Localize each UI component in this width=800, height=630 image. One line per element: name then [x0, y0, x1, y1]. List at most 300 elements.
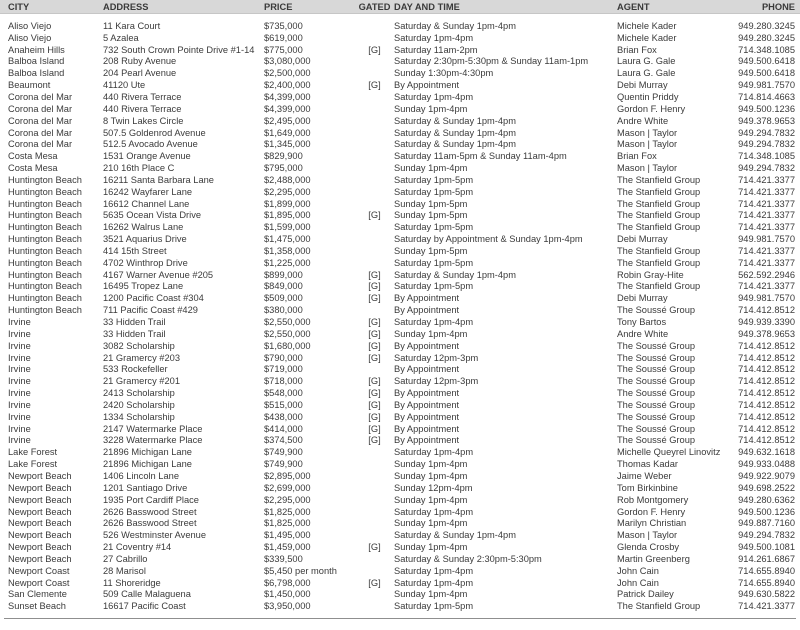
day-and-time-cell: Sunday 1pm-4pm — [394, 494, 468, 505]
phone-cell: 714.421.3377 — [738, 174, 795, 185]
phone-cell: 714.412.8512 — [738, 364, 795, 375]
city-cell: Aliso Viejo — [8, 32, 52, 43]
price-cell: $414,000 — [264, 423, 303, 434]
day-and-time-cell: Sunday 1pm-4pm — [394, 328, 468, 339]
city-cell: Huntington Beach — [8, 269, 82, 280]
price-cell: $1,825,000 — [264, 518, 311, 529]
day-and-time-cell: Saturday 1pm-4pm — [394, 32, 474, 43]
address-cell: 204 Pearl Avenue — [103, 68, 177, 79]
city-cell: Irvine — [8, 423, 31, 434]
price-cell: $735,000 — [264, 20, 303, 31]
phone-cell: 949.500.1236 — [738, 506, 795, 517]
phone-cell: 949.500.6418 — [738, 56, 795, 67]
address-cell: 512.5 Avocado Avenue — [103, 139, 198, 150]
address-cell: 16617 Pacific Coast — [103, 601, 186, 612]
phone-cell: 714.348.1085 — [738, 151, 795, 162]
day-and-time-cell: Sunday 1pm-4pm — [394, 470, 468, 481]
agent-cell: Andre White — [617, 328, 669, 339]
price-cell: $1,495,000 — [264, 530, 311, 541]
price-cell: $2,495,000 — [264, 115, 311, 126]
price-cell: $718,000 — [264, 376, 303, 387]
city-cell: Huntington Beach — [8, 281, 82, 292]
address-cell: 21896 Michigan Lane — [103, 447, 192, 458]
day-and-time-cell: Saturday & Sunday 1pm-4pm — [394, 139, 516, 150]
agent-cell: Thomas Kadar — [617, 459, 678, 470]
phone-cell: 714.412.8512 — [738, 399, 795, 410]
address-cell: 11 Shoreridge — [103, 577, 161, 588]
address-cell: 27 Cabrillo — [103, 553, 148, 564]
address-cell: 41120 Ute — [103, 80, 146, 91]
address-cell: 3228 Watermarke Place — [103, 435, 203, 446]
day-and-time-cell: Saturday & Sunday 1pm-4pm — [394, 115, 516, 126]
phone-cell: 949.294.7832 — [738, 139, 795, 150]
address-cell: 208 Ruby Avenue — [103, 56, 177, 67]
city-cell: Huntington Beach — [8, 198, 82, 209]
table-row — [0, 269, 800, 281]
table-row — [0, 458, 800, 470]
price-cell: $2,550,000 — [264, 328, 311, 339]
city-cell: Irvine — [8, 328, 31, 339]
day-and-time-cell: By Appointment — [394, 423, 460, 434]
phone-cell: 949.981.7570 — [738, 80, 795, 91]
city-cell: Newport Beach — [8, 553, 72, 564]
table-row — [0, 210, 800, 222]
price-cell: $1,358,000 — [264, 245, 311, 256]
price-cell: $380,000 — [264, 305, 303, 316]
city-cell: Lake Forest — [8, 459, 58, 470]
day-and-time-cell: Saturday 1pm-5pm — [394, 281, 474, 292]
phone-cell: 714.421.3377 — [738, 210, 795, 221]
address-cell: 21 Coventry #14 — [103, 542, 172, 553]
price-cell: $1,895,000 — [264, 210, 311, 221]
address-cell: 5635 Ocean Vista Drive — [103, 210, 202, 221]
agent-cell: Gordon F. Henry — [617, 103, 686, 114]
agent-cell: The Soussé Group — [617, 305, 696, 316]
price-cell: $719,000 — [264, 364, 303, 375]
address-cell: 3521 Aquarius Drive — [103, 234, 187, 245]
agent-cell: John Cain — [617, 577, 659, 588]
day-and-time-cell: Sunday 1pm-4pm — [394, 459, 468, 470]
gated-flag-cell: [G] — [368, 44, 381, 55]
city-cell: Huntington Beach — [8, 293, 82, 304]
agent-cell: The Stanfield Group — [617, 174, 701, 185]
phone-cell: 714.348.1085 — [738, 44, 795, 55]
table-row — [0, 506, 800, 518]
phone-cell: 949.939.3390 — [738, 317, 795, 328]
city-cell: Newport Beach — [8, 470, 72, 481]
agent-cell: The Soussé Group — [617, 411, 696, 422]
phone-cell: 714.412.8512 — [738, 388, 795, 399]
address-cell: 1935 Port Cardiff Place — [103, 494, 199, 505]
table-row — [0, 411, 800, 423]
table-row — [0, 435, 800, 447]
column-header-gated: GATED — [358, 1, 391, 12]
address-cell: 2626 Basswood Street — [103, 506, 197, 517]
agent-cell: Robin Gray-Hite — [617, 269, 684, 280]
table-row — [0, 529, 800, 541]
city-cell: Newport Beach — [8, 530, 72, 541]
gated-flag-cell: [G] — [368, 328, 381, 339]
agent-cell: Debi Murray — [617, 234, 668, 245]
day-and-time-cell: By Appointment — [394, 305, 460, 316]
agent-cell: Tony Bartos — [617, 317, 667, 328]
agent-cell: Debi Murray — [617, 80, 668, 91]
gated-flag-cell: [G] — [368, 210, 381, 221]
table-row — [0, 292, 800, 304]
day-and-time-cell: Sunday 1pm-4pm — [394, 518, 468, 529]
day-and-time-cell: Saturday & Sunday 1pm-4pm — [394, 20, 516, 31]
agent-cell: Mason | Taylor — [617, 163, 678, 174]
address-cell: 4702 Winthrop Drive — [103, 257, 188, 268]
day-and-time-cell: By Appointment — [394, 411, 460, 422]
price-cell: $2,699,000 — [264, 482, 311, 493]
address-cell: 1334 Scholarship — [103, 411, 175, 422]
day-and-time-cell: By Appointment — [394, 293, 460, 304]
agent-cell: The Soussé Group — [617, 352, 696, 363]
gated-flag-cell: [G] — [368, 340, 381, 351]
table-row — [0, 56, 800, 68]
price-cell: $849,000 — [264, 281, 303, 292]
price-cell: $2,488,000 — [264, 174, 311, 185]
phone-cell: 949.500.1081 — [738, 542, 795, 553]
city-cell: Newport Beach — [8, 542, 72, 553]
gated-flag-cell: [G] — [368, 577, 381, 588]
table-row — [0, 245, 800, 257]
agent-cell: Rob Montgomery — [617, 494, 689, 505]
city-cell: Newport Beach — [8, 506, 72, 517]
column-header-agent: AGENT — [617, 1, 650, 12]
table-row — [0, 375, 800, 387]
day-and-time-cell: Saturday 2:30pm-5:30pm & Sunday 11am-1pm — [394, 56, 589, 67]
agent-cell: The Stanfield Group — [617, 281, 701, 292]
day-and-time-cell: Saturday 11am-5pm & Sunday 11am-4pm — [394, 151, 567, 162]
agent-cell: Mason | Taylor — [617, 127, 678, 138]
city-cell: Irvine — [8, 411, 31, 422]
agent-cell: The Soussé Group — [617, 340, 696, 351]
day-and-time-cell: Saturday 1pm-5pm — [394, 174, 474, 185]
phone-cell: 949.294.7832 — [738, 163, 795, 174]
table-row — [0, 138, 800, 150]
price-cell: $4,399,000 — [264, 91, 311, 102]
agent-cell: The Stanfield Group — [617, 257, 701, 268]
agent-cell: John Cain — [617, 565, 659, 576]
city-cell: Irvine — [8, 340, 31, 351]
address-cell: 440 Rivera Terrace — [103, 103, 182, 114]
city-cell: Sunset Beach — [8, 601, 66, 612]
table-row — [0, 517, 800, 529]
address-cell: 33 Hidden Trail — [103, 328, 166, 339]
address-cell: 16242 Wayfarer Lane — [103, 186, 193, 197]
city-cell: Corona del Mar — [8, 127, 73, 138]
bottom-rule — [4, 618, 796, 619]
city-cell: Newport Beach — [8, 518, 72, 529]
address-cell: 21 Gramercy #203 — [103, 352, 180, 363]
price-cell: $1,475,000 — [264, 234, 311, 245]
address-cell: 21896 Michigan Lane — [103, 459, 192, 470]
day-and-time-cell: By Appointment — [394, 399, 460, 410]
day-and-time-cell: Saturday 1pm-4pm — [394, 577, 474, 588]
phone-cell: 949.630.5822 — [738, 589, 795, 600]
gated-flag-cell: [G] — [368, 269, 381, 280]
day-and-time-cell: Saturday & Sunday 2:30pm-5:30pm — [394, 553, 542, 564]
phone-cell: 949.294.7832 — [738, 530, 795, 541]
agent-cell: Michelle Queyrel Linovitz — [617, 447, 721, 458]
address-cell: 11 Kara Court — [103, 20, 161, 31]
table-row — [0, 340, 800, 352]
table-row — [0, 20, 800, 32]
day-and-time-cell: By Appointment — [394, 388, 460, 399]
phone-cell: 714.412.8512 — [738, 376, 795, 387]
table-row — [0, 541, 800, 553]
agent-cell: Glenda Crosby — [617, 542, 680, 553]
address-cell: 16262 Walrus Lane — [103, 222, 184, 233]
price-cell: $2,295,000 — [264, 186, 311, 197]
city-cell: Newport Beach — [8, 494, 72, 505]
agent-cell: Michele Kader — [617, 32, 677, 43]
table-row — [0, 44, 800, 56]
table-row — [0, 600, 800, 612]
city-cell: Beaumont — [8, 80, 51, 91]
city-cell: Huntington Beach — [8, 222, 82, 233]
city-cell: Aliso Viejo — [8, 20, 52, 31]
agent-cell: Marilyn Christian — [617, 518, 687, 529]
phone-cell: 714.421.3377 — [738, 257, 795, 268]
table-row — [0, 186, 800, 198]
phone-cell: 562.592.2946 — [738, 269, 795, 280]
city-cell: Lake Forest — [8, 447, 58, 458]
table-row — [0, 115, 800, 127]
table-row — [0, 304, 800, 316]
day-and-time-cell: Saturday 1pm-5pm — [394, 222, 474, 233]
day-and-time-cell: Saturday 1pm-4pm — [394, 317, 474, 328]
agent-cell: Gordon F. Henry — [617, 506, 686, 517]
table-row — [0, 150, 800, 162]
price-cell: $1,225,000 — [264, 257, 311, 268]
price-cell: $1,599,000 — [264, 222, 311, 233]
address-cell: 1406 Lincoln Lane — [103, 470, 179, 481]
city-cell: Balboa Island — [8, 56, 65, 67]
city-cell: Anaheim Hills — [8, 44, 65, 55]
phone-cell: 949.933.0488 — [738, 459, 795, 470]
agent-cell: The Soussé Group — [617, 435, 696, 446]
phone-cell: 949.632.1618 — [738, 447, 795, 458]
column-header-price: PRICE — [264, 1, 293, 12]
table-row — [0, 257, 800, 269]
price-cell: $5,450 per month — [264, 565, 337, 576]
day-and-time-cell: Sunday 1pm-5pm — [394, 198, 468, 209]
day-and-time-cell: Sunday 1:30pm-4:30pm — [394, 68, 494, 79]
price-cell: $829,900 — [264, 151, 303, 162]
day-and-time-cell: Saturday 12pm-3pm — [394, 376, 479, 387]
address-cell: 2626 Basswood Street — [103, 518, 197, 529]
agent-cell: Mason | Taylor — [617, 139, 678, 150]
city-cell: Huntington Beach — [8, 245, 82, 256]
address-cell: 732 South Crown Pointe Drive #1-14 — [103, 44, 255, 55]
address-cell: 33 Hidden Trail — [103, 317, 166, 328]
table-row — [0, 233, 800, 245]
phone-cell: 949.280.6362 — [738, 494, 795, 505]
table-row — [0, 221, 800, 233]
gated-flag-cell: [G] — [368, 388, 381, 399]
column-header-address: ADDRESS — [103, 1, 149, 12]
table-row — [0, 91, 800, 103]
city-cell: Huntington Beach — [8, 210, 82, 221]
agent-cell: The Stanfield Group — [617, 186, 701, 197]
table-row — [0, 174, 800, 186]
city-cell: Irvine — [8, 352, 31, 363]
address-cell: 414 15th Street — [103, 245, 167, 256]
phone-cell: 714.421.3377 — [738, 198, 795, 209]
city-cell: Irvine — [8, 399, 31, 410]
price-cell: $790,000 — [264, 352, 303, 363]
column-header-city: CITY — [8, 1, 30, 12]
day-and-time-cell: By Appointment — [394, 340, 460, 351]
price-cell: $795,000 — [264, 163, 303, 174]
table-row — [0, 32, 800, 44]
gated-flag-cell: [G] — [368, 281, 381, 292]
gated-flag-cell: [G] — [368, 80, 381, 91]
day-and-time-cell: Saturday & Sunday 1pm-4pm — [394, 530, 516, 541]
address-cell: 5 Azalea — [103, 32, 139, 43]
gated-flag-cell: [G] — [368, 376, 381, 387]
city-cell: Newport Coast — [8, 565, 70, 576]
day-and-time-cell: Saturday 1pm-5pm — [394, 186, 474, 197]
price-cell: $1,450,000 — [264, 589, 311, 600]
phone-cell: 949.981.7570 — [738, 234, 795, 245]
table-row — [0, 67, 800, 79]
phone-cell: 949.378.9653 — [738, 115, 795, 126]
day-and-time-cell: Saturday & Sunday 1pm-4pm — [394, 269, 516, 280]
table-row — [0, 446, 800, 458]
agent-cell: The Soussé Group — [617, 376, 696, 387]
phone-cell: 714.421.3377 — [738, 186, 795, 197]
agent-cell: Quentin Priddy — [617, 91, 679, 102]
price-cell: $4,399,000 — [264, 103, 311, 114]
price-cell: $3,080,000 — [264, 56, 311, 67]
gated-flag-cell: [G] — [368, 352, 381, 363]
address-cell: 440 Rivera Terrace — [103, 91, 182, 102]
city-cell: Huntington Beach — [8, 257, 82, 268]
phone-cell: 714.421.3377 — [738, 281, 795, 292]
address-cell: 210 16th Place C — [103, 163, 175, 174]
agent-cell: Brian Fox — [617, 44, 657, 55]
day-and-time-cell: Sunday 1pm-5pm — [394, 210, 468, 221]
city-cell: Irvine — [8, 376, 31, 387]
table-row — [0, 281, 800, 293]
day-and-time-cell: Saturday by Appointment & Sunday 1pm-4pm — [394, 234, 583, 245]
column-header-phone: PHONE — [761, 1, 795, 12]
phone-cell: 949.698.2522 — [738, 482, 795, 493]
phone-cell: 714.814.4663 — [738, 91, 795, 102]
day-and-time-cell: Saturday 1pm-5pm — [394, 257, 474, 268]
price-cell: $1,825,000 — [264, 506, 311, 517]
phone-cell: 949.922.9079 — [738, 470, 795, 481]
agent-cell: Brian Fox — [617, 151, 657, 162]
table-row — [0, 328, 800, 340]
day-and-time-cell: By Appointment — [394, 80, 460, 91]
address-cell: 2420 Scholarship — [103, 399, 175, 410]
price-cell: $2,895,000 — [264, 470, 311, 481]
city-cell: Corona del Mar — [8, 103, 73, 114]
price-cell: $775,000 — [264, 44, 303, 55]
phone-cell: 714.412.8512 — [738, 305, 795, 316]
agent-cell: Mason | Taylor — [617, 530, 678, 541]
price-cell: $1,649,000 — [264, 127, 311, 138]
agent-cell: Jaime Weber — [617, 470, 672, 481]
city-cell: Corona del Mar — [8, 115, 73, 126]
agent-cell: Michele Kader — [617, 20, 677, 31]
city-cell: Huntington Beach — [8, 305, 82, 316]
address-cell: 28 Marisol — [103, 565, 146, 576]
city-cell: San Clemente — [8, 589, 67, 600]
price-cell: $3,950,000 — [264, 601, 311, 612]
phone-cell: 914.261.6867 — [738, 553, 795, 564]
table-row — [0, 470, 800, 482]
phone-cell: 714.412.8512 — [738, 340, 795, 351]
agent-cell: The Soussé Group — [617, 399, 696, 410]
table-row — [0, 399, 800, 411]
phone-cell: 949.280.3245 — [738, 32, 795, 43]
day-and-time-cell: Sunday 1pm-4pm — [394, 542, 468, 553]
table-row — [0, 589, 800, 601]
agent-cell: The Stanfield Group — [617, 210, 701, 221]
address-cell: 1201 Santiago Drive — [103, 482, 188, 493]
price-cell: $509,000 — [264, 293, 303, 304]
gated-flag-cell: [G] — [368, 411, 381, 422]
phone-cell: 714.655.8940 — [738, 565, 795, 576]
phone-cell: 714.655.8940 — [738, 577, 795, 588]
day-and-time-cell: Sunday 12pm-4pm — [394, 482, 473, 493]
phone-cell: 949.500.1236 — [738, 103, 795, 114]
city-cell: Irvine — [8, 364, 31, 375]
price-cell: $899,000 — [264, 269, 303, 280]
price-cell: $1,680,000 — [264, 340, 311, 351]
table-row — [0, 352, 800, 364]
day-and-time-cell: Sunday 1pm-5pm — [394, 245, 468, 256]
phone-cell: 714.421.3377 — [738, 222, 795, 233]
gated-flag-cell: [G] — [368, 293, 381, 304]
phone-cell: 714.412.8512 — [738, 411, 795, 422]
phone-cell: 714.412.8512 — [738, 423, 795, 434]
city-cell: Irvine — [8, 317, 31, 328]
table-row — [0, 482, 800, 494]
agent-cell: The Stanfield Group — [617, 198, 701, 209]
table-row — [0, 494, 800, 506]
gated-flag-cell: [G] — [368, 399, 381, 410]
table-row — [0, 127, 800, 139]
price-cell: $548,000 — [264, 388, 303, 399]
phone-cell: 714.412.8512 — [738, 352, 795, 363]
day-and-time-cell: By Appointment — [394, 435, 460, 446]
price-cell: $1,459,000 — [264, 542, 311, 553]
price-cell: $339,500 — [264, 553, 303, 564]
price-cell: $515,000 — [264, 399, 303, 410]
price-cell: $374,500 — [264, 435, 303, 446]
address-cell: 526 Westminster Avenue — [103, 530, 207, 541]
agent-cell: Debi Murray — [617, 293, 668, 304]
phone-cell: 949.981.7570 — [738, 293, 795, 304]
table-row — [0, 103, 800, 115]
city-cell: Corona del Mar — [8, 91, 73, 102]
address-cell: 509 Calle Malaguena — [103, 589, 191, 600]
agent-cell: The Stanfield Group — [617, 245, 701, 256]
table-row — [0, 198, 800, 210]
agent-cell: Patrick Dailey — [617, 589, 674, 600]
agent-cell: Laura G. Gale — [617, 68, 676, 79]
agent-cell: The Soussé Group — [617, 423, 696, 434]
address-cell: 3082 Scholarship — [103, 340, 175, 351]
table-header-row — [0, 0, 800, 14]
